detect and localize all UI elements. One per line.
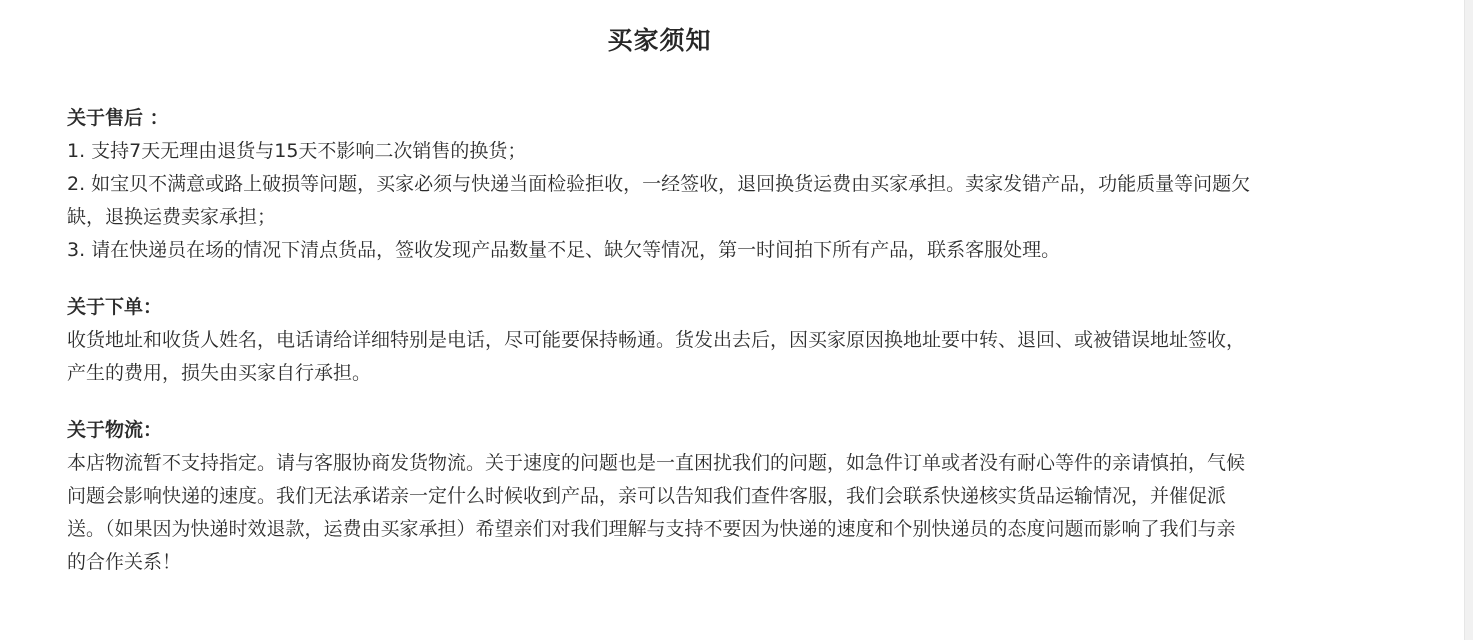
logistics-paragraph: 本店物流暂不支持指定。请与客服协商发货物流。关于速度的问题也是一直困扰我们的问题，如急件订单或者没有耐心等件的亲请慎拍，气候问题会影响快递的速度。我们无法承诺亲一定什么时候收到产品，亲可以告知我们查件客服，我们会联系快递核实货品运输情况，并催促派送。（如果因为快递时效退款，运费由买家承担）希望亲们对我们理解与支持不要因为快递的速度和个别快递员的态度问题而影响了我们与亲的合作关系！: [67, 452, 1246, 573]
section-logistics: [67, 414, 1252, 579]
document-title: 买家须知: [607, 26, 712, 55]
buyer-notice-document: [67, 20, 1252, 603]
section-ordering: [67, 291, 1252, 390]
section-heading: 关于物流：: [67, 419, 163, 441]
scrollbar-track[interactable]: [1464, 0, 1473, 640]
ordering-paragraph: 收货地址和收货人姓名，电话请给详细特别是电话，尽可能要保持畅通。货发出去后，因买家原因换地址要中转、退回、或被错误地址签收，产生的费用，损失由买家自行承担。: [67, 329, 1246, 384]
after-sales-item-1: 1. 支持7天无理由退货与15天不影响二次销售的换货；: [67, 140, 527, 162]
after-sales-item-3: 3. 请在快递员在场的情况下清点货品，签收发现产品数量不足、缺欠等情况，第一时间拍下所有产品，联系客服处理。: [67, 239, 1061, 261]
section-heading: 关于售后 ：: [67, 107, 169, 129]
section-after-sales: [67, 102, 1252, 267]
after-sales-item-2: 2. 如宝贝不满意或路上破损等问题，买家必须与快递当面检验拒收，一经签收，退回换货运费由买家承担。卖家发错产品，功能质量等问题欠缺，退换运费卖家承担；: [67, 173, 1251, 228]
section-heading: 关于下单：: [67, 296, 163, 318]
